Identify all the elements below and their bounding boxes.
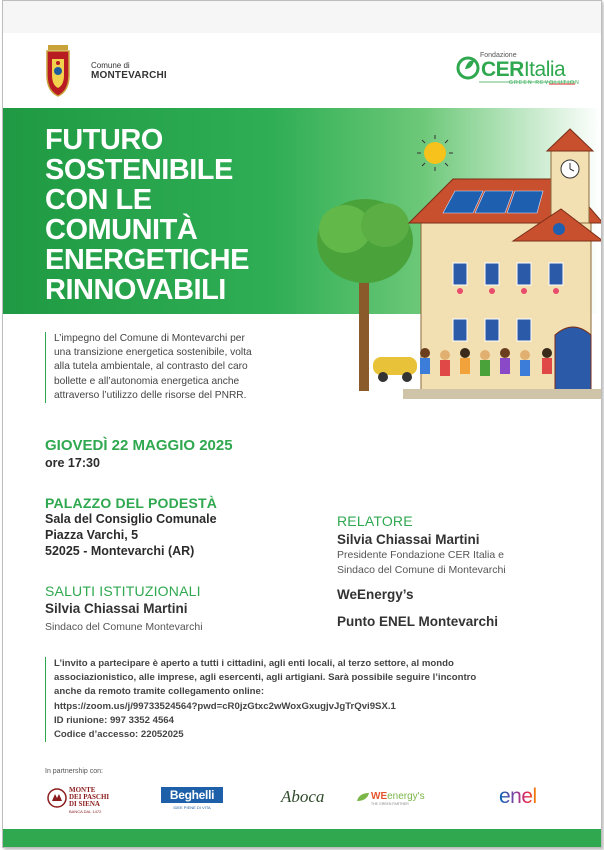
title-line: SOSTENIBILE: [45, 154, 233, 186]
venue-line: Sala del Consiglio Comunale: [45, 512, 217, 526]
cer-foundation-label: Fondazione: [480, 52, 517, 59]
invite-line: anche da remoto tramite collegamento online:: [54, 686, 265, 698]
beghelli-tagline: IDEE PIENE DI VITA: [173, 805, 211, 810]
aboca-logo: Aboca: [281, 787, 325, 806]
title-line: CON LE: [45, 184, 152, 216]
saluti-heading: SALUTI ISTITUZIONALI: [45, 583, 201, 599]
saluti-name: Silvia Chiassai Martini: [45, 601, 188, 616]
venue-line: Piazza Varchi, 5: [45, 528, 139, 542]
mps-line: MONTE: [69, 786, 96, 794]
intro-line: L’impegno del Comune di Montevarchi per: [54, 333, 245, 344]
cer-tagline: GREEN REVOLUTION: [509, 80, 580, 86]
event-date: GIOVEDÌ 22 MAGGIO 2025: [45, 437, 233, 454]
access-code: Codice d’accesso: 22052025: [54, 729, 184, 741]
mps-line: DI SIENA: [69, 800, 100, 808]
title-line: ENERGETICHE: [45, 244, 249, 276]
title-line: COMUNITÀ: [45, 214, 198, 246]
school-building-illustration: [303, 121, 602, 417]
cer-word: CER: [481, 58, 524, 81]
intro-line: attraverso l’utilizzo delle risorse del PNRR.: [54, 389, 247, 401]
relatore-name: Silvia Chiassai Martini: [337, 532, 480, 547]
title-line: FUTURO: [45, 124, 163, 156]
mps-name: [69, 787, 109, 801]
intro-line: una transizione energetica sostenibile, volta: [54, 347, 252, 359]
weenergys-energy: energy's: [387, 791, 425, 802]
cer-italia-name: [481, 58, 565, 82]
invite-line: associazionistico, alle imprese, agli esercenti, agli artigiani. Sarà possibile seguire l’incontro: [54, 672, 477, 684]
weenergys-name: [371, 791, 425, 802]
mps-seal-icon: [47, 787, 67, 809]
zoom-link[interactable]: https://zoom.us/j/99733524564?pwd=cR0jzGtxc2wWoxGxugjvJgTrQvi9SX.1: [54, 700, 396, 712]
relatore-role: Sindaco del Comune di Montevarchi: [337, 564, 506, 576]
relatore-weenergys: WeEnergy’s: [337, 587, 414, 602]
mps-sub: BANCA DAL 1472: [69, 809, 102, 814]
beghelli-logo: [161, 787, 223, 810]
partners-label: In partnership con:: [45, 768, 103, 775]
comune-name: MONTEVARCHI: [91, 70, 167, 81]
venue-line: 52025 - Montevarchi (AR): [45, 544, 195, 558]
event-time: ore 17:30: [45, 456, 100, 470]
bottom-bar: [3, 829, 601, 847]
mps-line: DEI PASCHI: [69, 793, 110, 801]
poster: [2, 0, 602, 848]
page-title: [45, 125, 325, 305]
beghelli-name: Beghelli: [161, 787, 223, 803]
comune-label: Comune di: [91, 61, 130, 70]
enel-logo: enel: [499, 785, 537, 808]
intro-line: alla tutela ambientale, al contrasto del caro: [54, 361, 248, 373]
meeting-id: ID riunione: 997 3352 4564: [54, 714, 174, 726]
relatore-role: Presidente Fondazione CER Italia e: [337, 549, 504, 561]
car-icon: [373, 357, 417, 382]
saluti-role: Sindaco del Comune Montevarchi: [45, 621, 203, 633]
relatore-heading: RELATORE: [337, 513, 413, 529]
title-line: RINNOVABILI: [45, 274, 226, 306]
relatore-enel: Punto ENEL Montevarchi: [337, 614, 499, 629]
mps-logo: [47, 785, 117, 813]
venue-name: PALAZZO DEL PODESTÀ: [45, 495, 218, 511]
italia-word: Italia: [523, 58, 566, 81]
weenergys-tagline: THE GREEN PARTNER: [371, 802, 409, 806]
top-bar: [3, 1, 601, 33]
invite-line: L’invito a partecipare è aperto a tutti i cittadini, agli enti locali, al terzo settore, al mondo: [54, 658, 454, 669]
weenergys-leaf-icon: [356, 792, 370, 802]
weenergys-logo: [371, 791, 425, 806]
municipal-crest-icon: [45, 45, 71, 97]
weenergys-we: WE: [371, 791, 388, 802]
invite-text: [45, 657, 574, 742]
sun-icon: [417, 135, 453, 171]
intro-line: bollette e all’autonomia energetica anche: [54, 375, 240, 387]
intro-text: [45, 332, 344, 403]
